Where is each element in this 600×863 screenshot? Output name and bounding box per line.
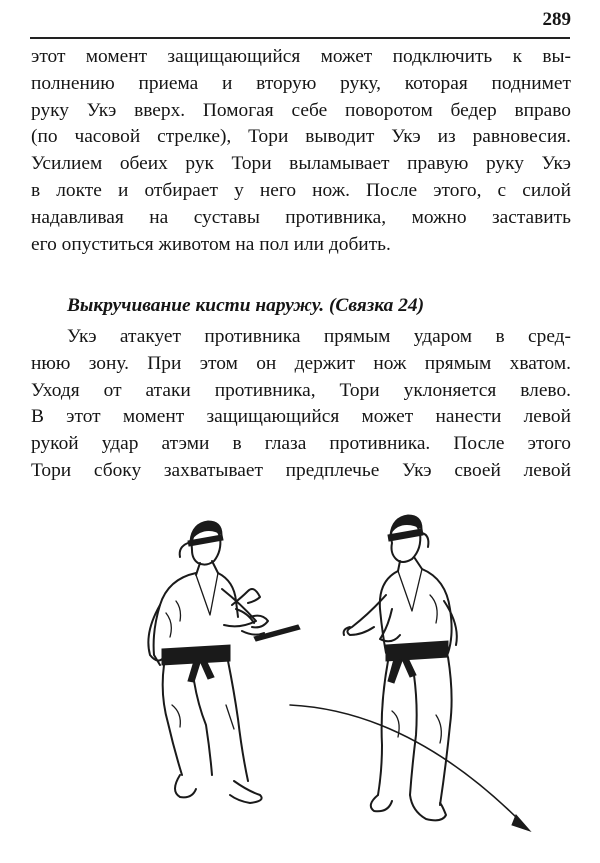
paragraph-1 <box>31 44 571 258</box>
uke-figure <box>148 521 300 803</box>
text-line: Уходя от атаки противника, Тори уклоняется влево. <box>31 379 571 401</box>
text-line: надавливая на суставы противника, можно заставить <box>31 206 571 228</box>
text-line: (по часовой стрелке), Тори выводит Укэ из равновесия. <box>31 126 571 148</box>
text-line: В этот момент защищающийся может нанести левой <box>31 406 571 428</box>
text-line: Тори сбоку захватывает предплечье Укэ своей левой <box>31 459 571 481</box>
text-line: руку Укэ вверх. Помогая себе поворотом бедер вправо <box>31 99 571 121</box>
text-line: рукой удар атэми в глаза противника. После этого <box>31 433 571 455</box>
section-heading: Выкручивание кисти наружу. (Связка 24) <box>67 295 425 316</box>
tori-figure <box>344 515 457 820</box>
text-line: Усилием обеих рук Тори выламывает правую руку Укэ <box>31 153 571 175</box>
technique-illustration <box>130 505 590 845</box>
text-line: в локте и отбирает у него нож. После этого, с силой <box>31 179 571 201</box>
text-line: этот момент защищающийся может подключить к вы- <box>31 46 571 67</box>
paragraph-2 <box>31 324 571 485</box>
text-line: его опуститься животом на пол или добить. <box>31 233 391 255</box>
text-line: полнению приема и вторую руку, которая поднимет <box>31 72 571 94</box>
text-line: Укэ атакует противника прямым ударом в сред- <box>67 326 571 347</box>
page-number: 289 <box>542 9 571 30</box>
movement-arrow <box>290 705 530 831</box>
header-rule <box>30 37 570 39</box>
text-line: нюю зону. При этом он держит нож прямым хватом. <box>31 352 571 374</box>
